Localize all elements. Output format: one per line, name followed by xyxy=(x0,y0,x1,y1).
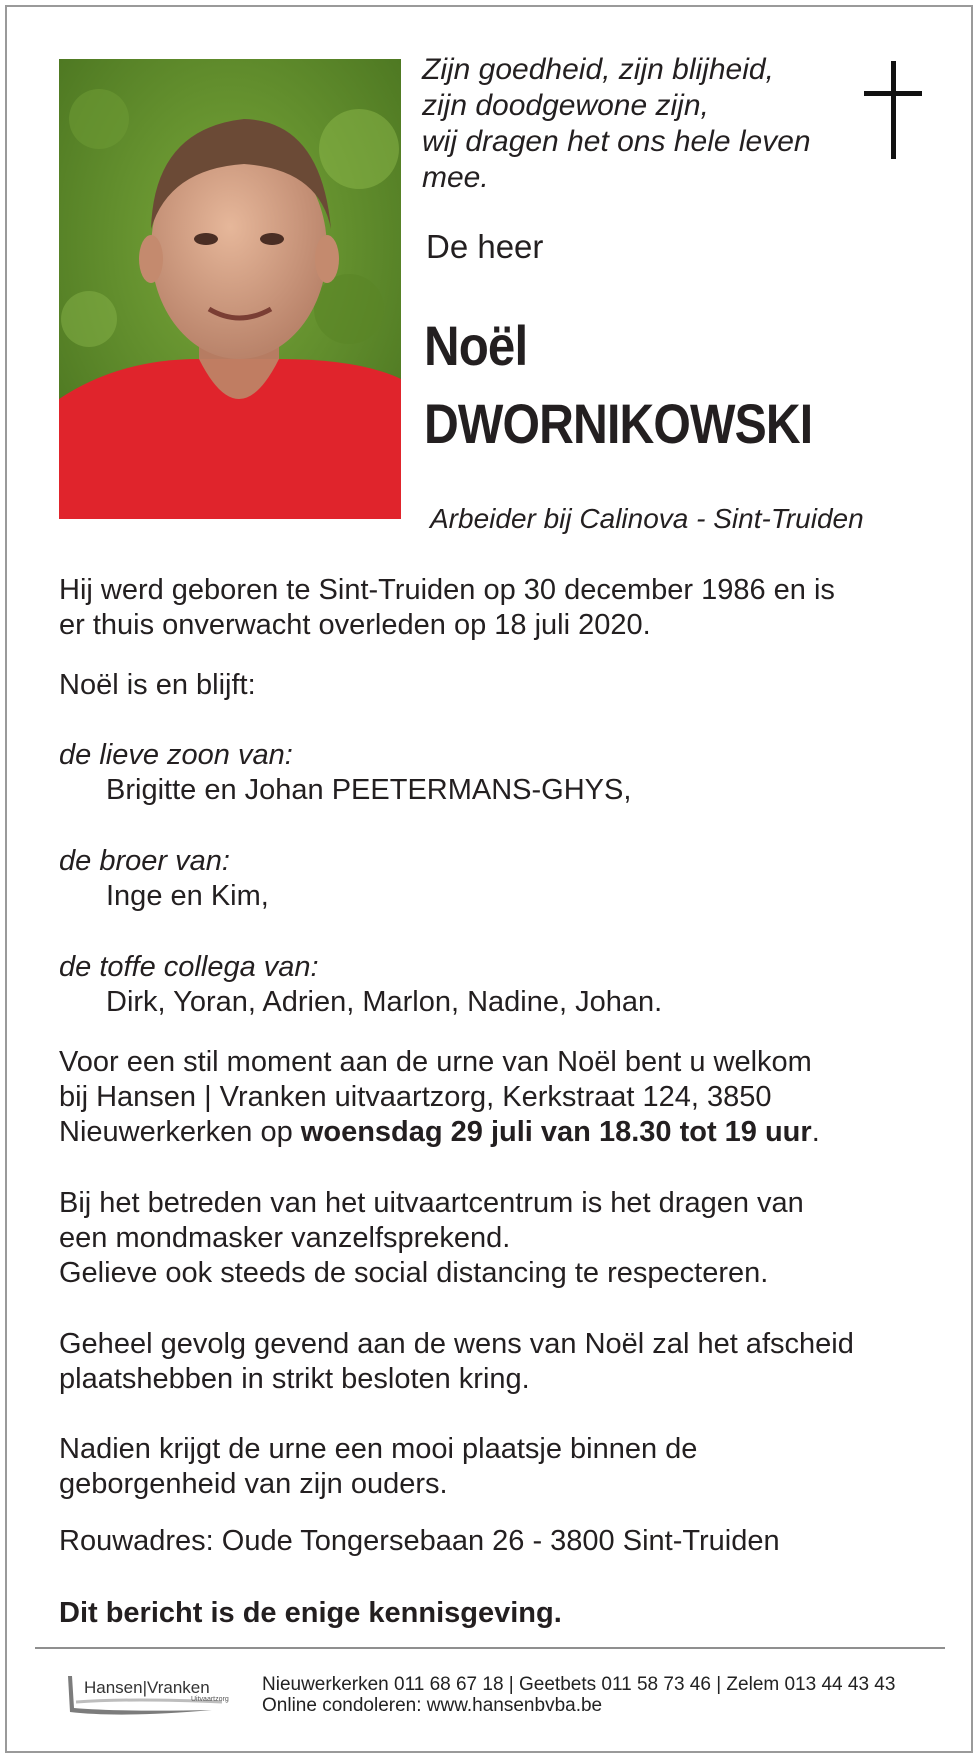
poem-line: wij dragen het ons hele leven xyxy=(422,125,811,158)
relation-label: de lieve zoon van: xyxy=(59,739,293,771)
mourning-address: Rouwadres: Oude Tongersebaan 26 - 3800 Sint-Truiden xyxy=(59,1525,780,1557)
urn-text: Nadien krijgt de urne een mooi plaatsje binnen de geborgenheid van zijn ouders. xyxy=(59,1433,698,1500)
footer-phones: Nieuwerkerken 011 68 67 18 | Geetbets 011 58 73 46 | Zelem 013 44 43 43 xyxy=(262,1674,896,1695)
visit-text: Voor een stil moment aan de urne van Noël bent u welkom bij Hansen | Vranken uitvaartzorg, Kerkstraat 124, 3850 Nieuwerkerken op woensdag 29 juli van 18.30 tot 19 uur. xyxy=(59,1046,820,1148)
footer-online[interactable]: Online condoleren: www.hansenbvba.be xyxy=(262,1695,603,1716)
first-name: Noël xyxy=(424,314,528,377)
visit-datetime: woensdag 29 juli van 18.30 tot 19 uur xyxy=(300,1116,812,1148)
poem-line: zijn doodgewone zijn, xyxy=(422,89,709,122)
portrait-photo xyxy=(59,59,401,519)
occupation: Arbeider bij Calinova - Sint-Truiden xyxy=(430,503,864,534)
mask-text: Bij het betreden van het uitvaartcentrum is het dragen van een mondmasker vanzelfsprekend. Gelieve ook steeds de social distancing te respecteren. xyxy=(59,1187,804,1289)
honorific: De heer xyxy=(426,228,544,265)
private-text: Geheel gevolg gevend aan de wens van Noël zal het afscheid plaatshebben in strikt besloten kring. xyxy=(59,1328,854,1395)
birth-text: Hij werd geboren te Sint-Truiden op 30 december 1986 en is er thuis onverwacht overleden op 18 juli 2020. xyxy=(59,574,835,641)
logo-text: Hansen|Vranken xyxy=(84,1678,210,1697)
relation-label: de toffe collega van: xyxy=(59,951,319,983)
last-name: DWORNIKOWSKI xyxy=(424,392,813,455)
poem-line: Zijn goedheid, zijn blijheid, xyxy=(422,53,774,86)
relation-label: de broer van: xyxy=(59,845,230,877)
notice: Dit bericht is de enige kennisgeving. xyxy=(59,1597,562,1629)
relation-colleague xyxy=(59,950,939,1020)
relation-names: Inge en Kim, xyxy=(106,880,269,912)
poem xyxy=(422,52,842,196)
footer-contact xyxy=(262,1674,895,1716)
relation-son xyxy=(59,738,939,808)
poem-line: mee. xyxy=(422,161,489,194)
intro-text: Noël is en blijft: xyxy=(59,669,256,701)
cross-icon xyxy=(864,61,922,159)
divider xyxy=(35,1647,945,1649)
logo-subtitle: Uitvaartzorg xyxy=(191,1696,229,1703)
relation-brother xyxy=(59,844,939,914)
relation-names: Brigitte en Johan PEETERMANS-GHYS, xyxy=(106,774,632,806)
relation-names: Dirk, Yoran, Adrien, Marlon, Nadine, Johan. xyxy=(106,986,663,1018)
